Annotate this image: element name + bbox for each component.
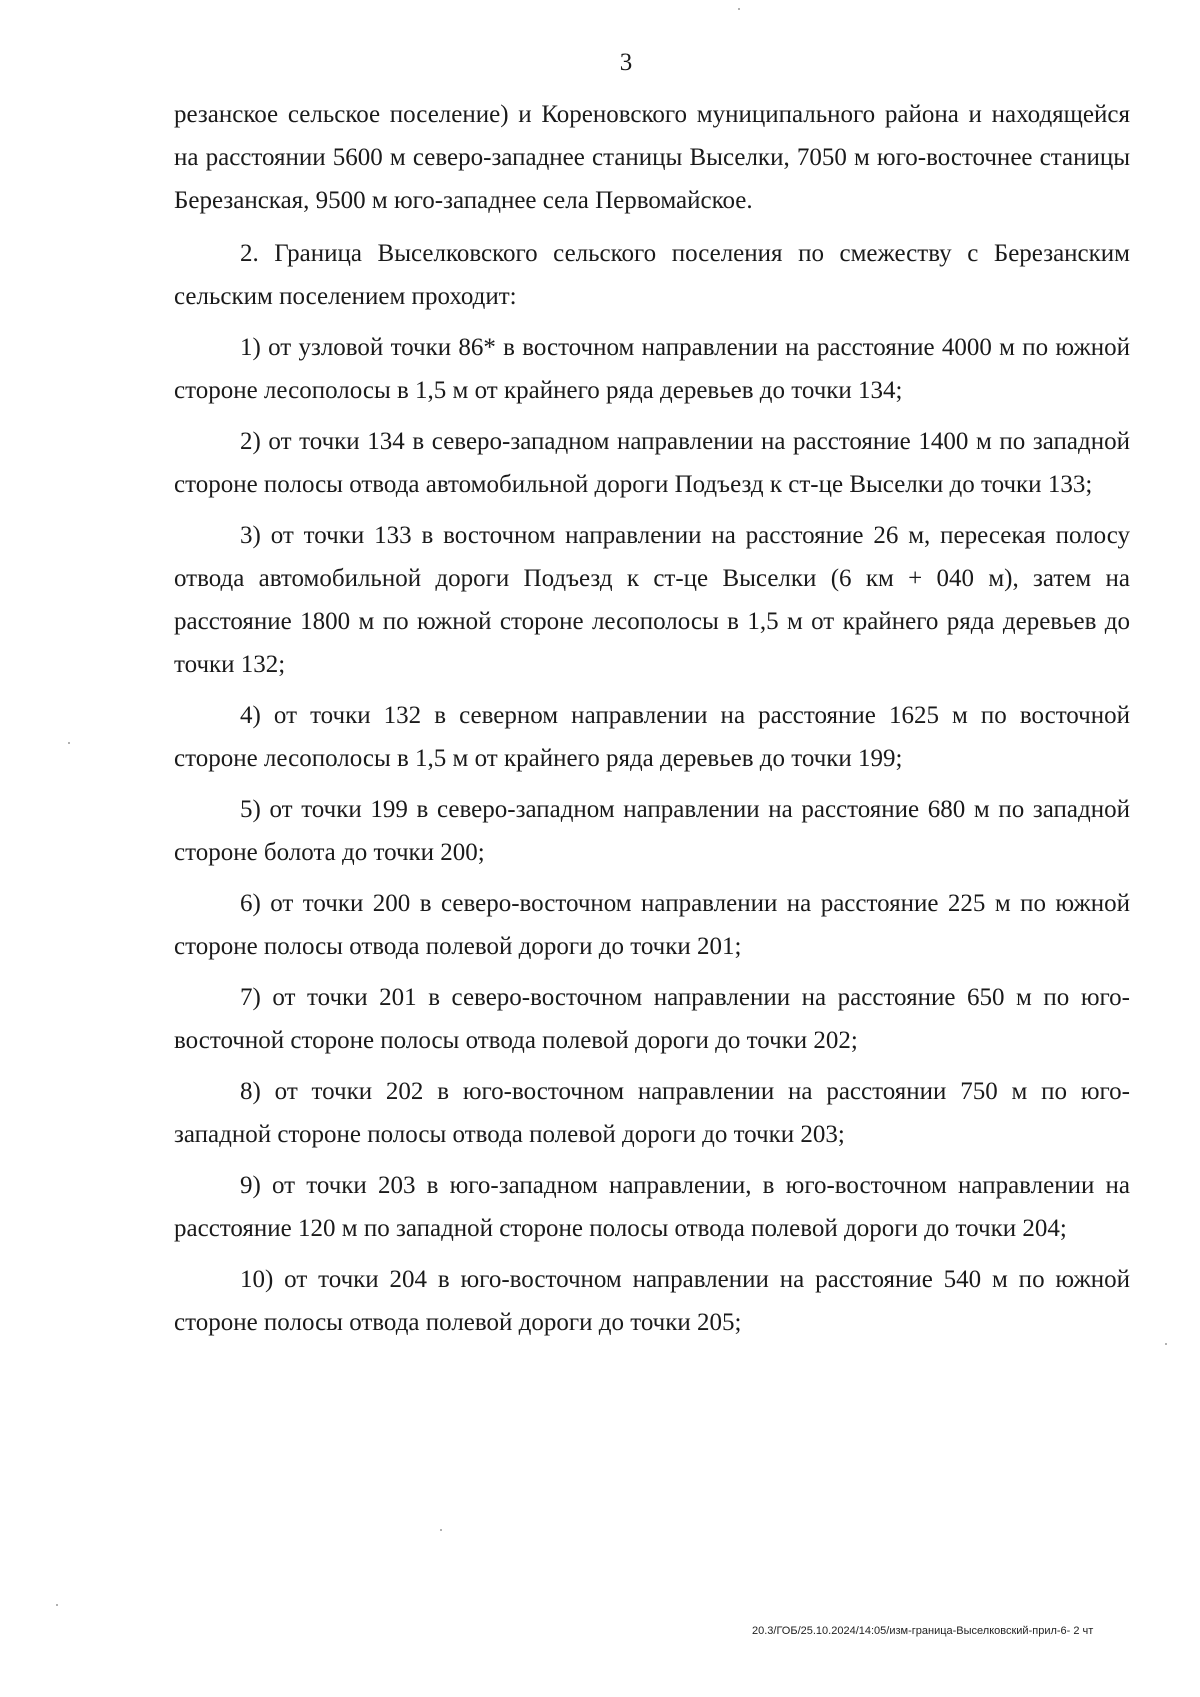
paragraph-item-4: 4) от точки 132 в северном направлении на расстояние 1625 м по восточной стороне лесополосы в 1,5 м от крайнего ряда деревьев до точки 199; [174, 702, 1130, 772]
paragraph-item-7: 7) от точки 201 в северо-восточном направлении на расстояние 650 м по юго-восточной стороне полосы отвода полевой дороги до точки 202; [174, 984, 1130, 1054]
scan-speck [440, 1529, 442, 1531]
paragraph-item-9: 9) от точки 203 в юго-западном направлении, в юго-восточном направлении на расстояние 120 м по западной стороне полосы отвода полевой дороги до точки 204; [174, 1172, 1130, 1242]
document-body [174, 93, 1130, 1352]
paragraph-item-2: 2) от точки 134 в северо-западном направлении на расстояние 1400 м по западной стороне полосы отвода автомобильной дороги Подъезд к ст-це Выселки до точки 133; [174, 428, 1130, 498]
paragraph-item-10: 10) от точки 204 в юго-восточном направлении на расстояние 540 м по южной стороне полосы отвода полевой дороги до точки 205; [174, 1266, 1130, 1336]
footer-document-code: 20.3/ГОБ/25.10.2024/14:05/изм-граница-Выселковский-прил-6- 2 чт [752, 1625, 1094, 1637]
paragraph-continuation: резанское сельское поселение) и Кореновского муниципального района и находящейся на расстоянии 5600 м северо-западнее станицы Выселки, 7050 м юго-восточнее станицы Березанская, 9500 м юго-западнее села Первомайское. [174, 101, 1130, 214]
paragraph-item-6: 6) от точки 200 в северо-восточном направлении на расстояние 225 м по южной стороне полосы отвода полевой дороги до точки 201; [174, 890, 1130, 960]
paragraph-section-2-intro: 2. Граница Выселковского сельского поселения по смежеству с Березанским сельским поселением проходит: [174, 240, 1130, 310]
paragraph-item-1: 1) от узловой точки 86* в восточном направлении на расстояние 4000 м по южной стороне лесополосы в 1,5 м от крайнего ряда деревьев до точки 134; [174, 334, 1130, 404]
paragraph-item-3: 3) от точки 133 в восточном направлении на расстояние 26 м, пересекая полосу отвода автомобильной дороги Подъезд к ст-це Выселки (6 км + 040 м), затем на расстояние 1800 м по южной стороне лесополосы в 1,5 м от крайнего ряда деревьев до точки 132; [174, 522, 1130, 678]
paragraph-item-5: 5) от точки 199 в северо-западном направлении на расстояние 680 м по западной стороне болота до точки 200; [174, 796, 1130, 866]
paragraph-item-8: 8) от точки 202 в юго-восточном направлении на расстоянии 750 м по юго-западной стороне полосы отвода полевой дороги до точки 203; [174, 1078, 1130, 1148]
scan-speck [68, 742, 70, 744]
scan-speck [1165, 1343, 1167, 1345]
page-number: 3 [619, 49, 633, 76]
scan-speck [56, 1604, 58, 1606]
scan-speck [738, 8, 740, 10]
